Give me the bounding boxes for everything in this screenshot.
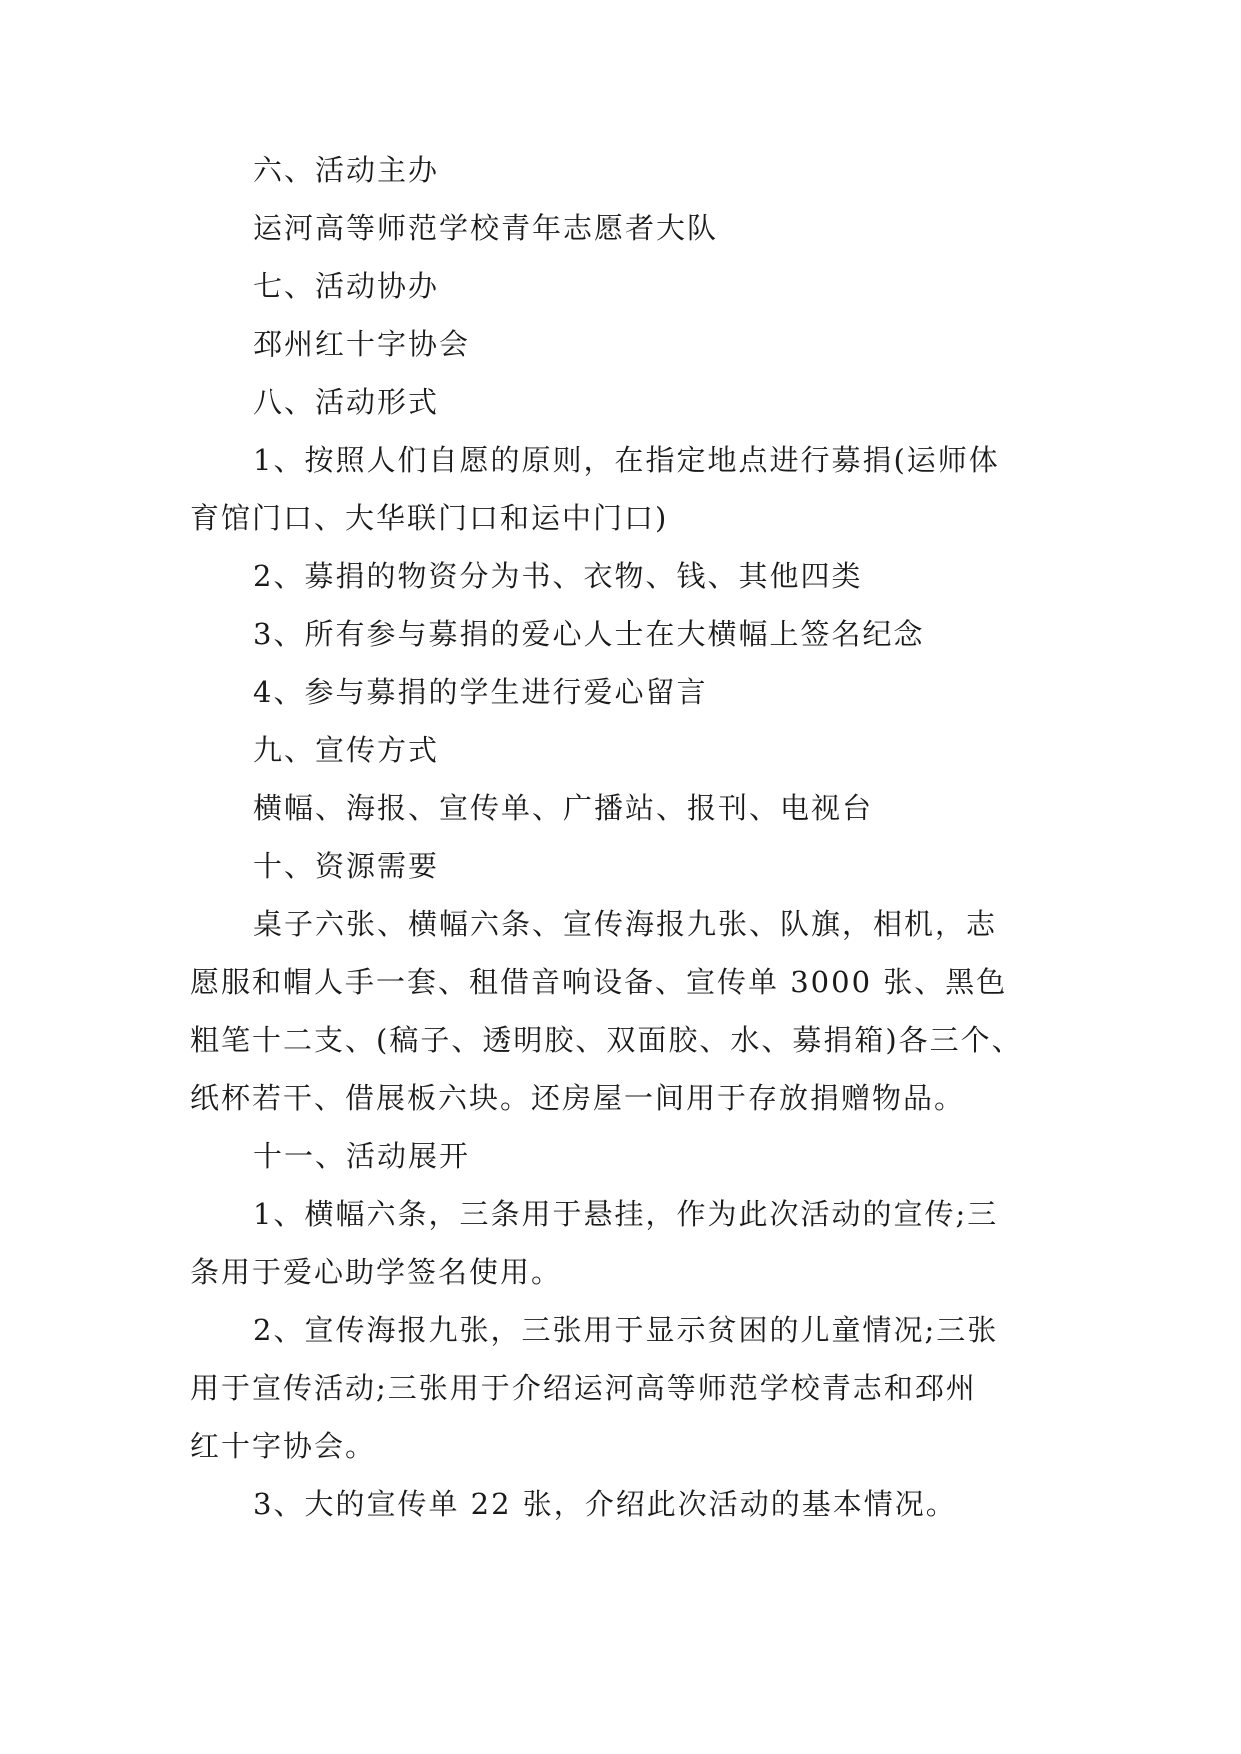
resources-line-4: 纸杯若干、借展板六块。还房屋一间用于存放捐赠物品。 — [190, 1081, 966, 1115]
heading-activity-rollout: 十一、活动展开 — [253, 1139, 471, 1173]
publicity-channels: 横幅、海报、宣传单、广播站、报刊、电视台 — [253, 791, 874, 825]
form-item-2: 2、募捐的物资分为书、衣物、钱、其他四类 — [253, 559, 863, 593]
form-item-1-cont: 育馆门口、大华联门口和运中门口) — [190, 501, 669, 535]
resources-line-1: 桌子六张、横幅六条、宣传海报九张、队旗，相机，志 — [253, 907, 998, 941]
heading-co-organizer: 七、活动协办 — [253, 269, 440, 303]
form-item-3: 3、所有参与募捐的爱心人士在大横幅上签名纪念 — [253, 617, 925, 651]
rollout-item-2: 2、宣传海报九张，三张用于显示贫困的儿童情况;三张 — [253, 1313, 999, 1347]
heading-publicity: 九、宣传方式 — [253, 733, 440, 767]
rollout-item-2-cont-1: 用于宣传活动;三张用于介绍运河高等师范学校青志和邳州 — [190, 1371, 977, 1405]
rollout-item-3: 3、大的宣传单 22 张，介绍此次活动的基本情况。 — [253, 1487, 957, 1521]
heading-resources: 十、资源需要 — [253, 849, 440, 883]
form-item-1: 1、按照人们自愿的原则，在指定地点进行募捐(运师体 — [253, 443, 1000, 477]
rollout-item-1: 1、横幅六条，三条用于悬挂，作为此次活动的宣传;三 — [253, 1197, 999, 1231]
rollout-item-1-cont: 条用于爱心助学签名使用。 — [190, 1255, 563, 1289]
heading-activity-form: 八、活动形式 — [253, 385, 440, 419]
rollout-item-2-cont-2: 红十字协会。 — [190, 1429, 377, 1463]
co-organizer-name: 邳州红十字协会 — [253, 327, 471, 361]
resources-line-3: 粗笔十二支、(稿子、透明胶、双面胶、水、募捐箱)各三个、 — [190, 1023, 1023, 1057]
heading-organizer: 六、活动主办 — [253, 153, 440, 187]
form-item-4: 4、参与募捐的学生进行爱心留言 — [253, 675, 708, 709]
organizer-name: 运河高等师范学校青年志愿者大队 — [253, 211, 719, 245]
resources-line-2: 愿服和帽人手一套、租借音响设备、宣传单 3000 张、黑色 — [190, 965, 1008, 999]
